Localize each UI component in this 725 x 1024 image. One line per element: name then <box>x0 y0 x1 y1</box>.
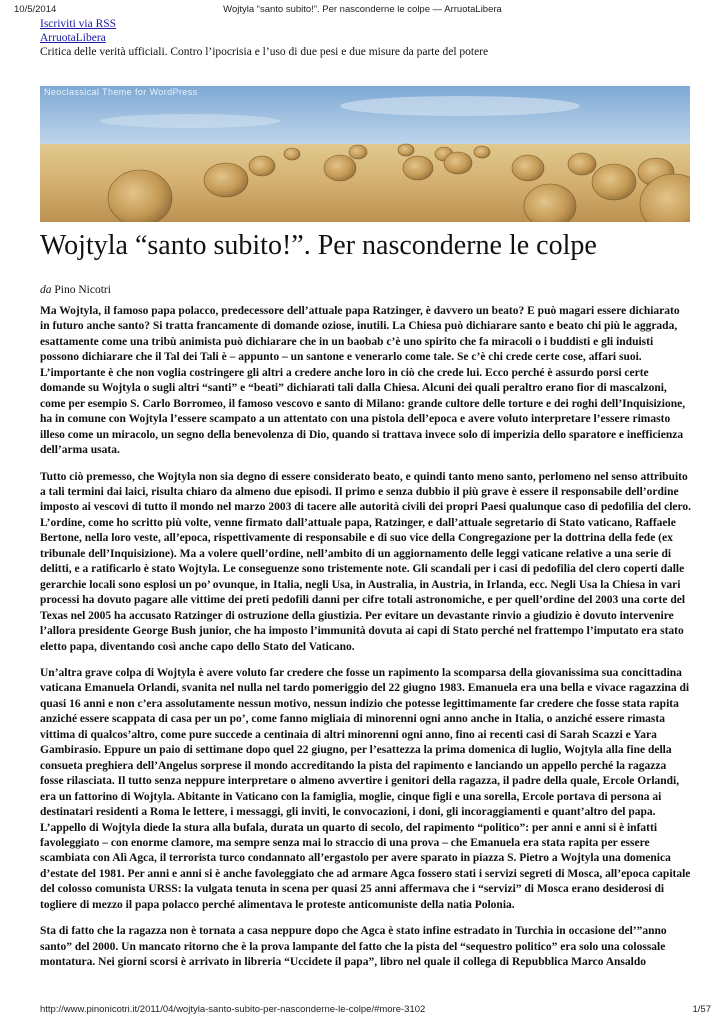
article-paragraph: Ma Wojtyla, il famoso papa polacco, predecessore dell’attuale papa Ratzinger, è davvero un beato? E può magari essere dichiarato in futuro anche santo? Si tratta francamente di domande oziose, inutili. La Chiesa può dichiarare santo e beato chi più le aggrada, esattamente come una tribù animista può dichiarare che in un baobab c’è uno spirito che fa miracoli o i buddisti e gli induisti possono dichiarare che il Tal dei Tali è – appunto – un santone e venerarlo come tale. Se c’è chi crede certe cose, affari suoi. L’importante è che non voglia costringere gli altri a credere anche loro in ciò che crede lui. Ecco perché è assurdo porsi certe domande su Wojtyla o sugli altri “santi” e “beati” dichiarati tali dalla Chiesa. Alcuni dei quali peraltro erano fior di mascalzoni, come per esempio S. Carlo Borromeo, il famoso vescovo e santo di Milano: grande cultore delle torture e dei roghi dell’Inquisizione, ha in comune con Wojtyla l’essere scampato a un attentato con una pistola dell’epoca e avere voluto interpretare l’essere rimasto illeso come un miracolo, un segno della benevolenza di Dio, quando si trattava invece solo di imperizia dello sparatore e inefficienza dell’arma usata. <box>40 305 686 457</box>
print-page-title: Wojtyla “santo subito!”. Per nasconderne le colpe — ArruotaLibera <box>223 4 502 15</box>
site-tagline: Critica delle verità ufficiali. Contro l’ipocrisia e l’uso di due pesi e due misure da parte del potere <box>40 46 489 58</box>
print-footer <box>40 1004 711 1016</box>
hay-bales-illustration <box>40 86 690 222</box>
print-page-number: 1/57 <box>692 1004 711 1015</box>
site-name-link[interactable]: ArruotaLibera <box>40 32 106 44</box>
byline-author: Pino Nicotri <box>54 284 111 296</box>
article-body <box>40 304 692 982</box>
article-byline <box>40 284 111 296</box>
rss-subscribe-link[interactable]: Iscriviti via RSS <box>40 18 117 30</box>
print-header <box>14 4 711 18</box>
print-url: http://www.pinonicotri.it/2011/04/wojtyla-santo-subito-per-nasconderne-le-colpe/#more-3102 <box>40 1004 426 1015</box>
print-date: 10/5/2014 <box>14 4 57 15</box>
article-paragraph: Tutto ciò premesso, che Wojtyla non sia degno di essere considerato beato, e quindi tanto meno santo, perlomeno nel senso attribuito a tali termini dai laici, risulta chiaro da almeno due episodi. Il primo e senza dubbio il più grave è essere il responsabile dell’ordine imposto ai vescovi di tutto il mondo nel marzo 2003 di tacere alle autorità civili dei propri Paesi qualunque caso di pedofilia del clero. L’ordine, come ho scritto più volte, venne firmato dall’attuale papa, Ratzinger, e dall’attuale segretario di Stato vaticano, Raffaele Bertone, nella loro veste, all’epoca, rispettivamente di responsabile e di suo vice della Congregazione per la dottrina della fede (ex tribunale dell’Inquisizione). Ma a volere quell’ordine, nell’ambito di un aggiornamento delle leggi vaticane relative a una serie di delitti, e a ratificarlo è stato Wojtyla. Le conseguenze sono tristemente note. Gli scandali per i casi di pedofilia del clero coperti dalle gerarchie locali sono esplosi un po’ ovunque, in Italia, negli Usa, in Australia, in Austria, in Irlanda, ecc. Negli Usa la Chiesa in vari processi ha dovuto pagare alle vittime dei preti pedofili danni per cifre totali astronomiche, e per quell’ordine del 2003 una corte del Texas nel 2005 ha accusato Ratzinger di ostruzione della giustizia. Per evitare un devastante rinvio a giudizio è dovuto intervenire l’allora presidente George Bush junior, che ha imposto l’immunità dovuta ai capi di Stato perché nel frattempo l’imputato era stato eletto papa, diventando così anche capo dello Stato del Vaticano. <box>40 470 692 653</box>
article-title: Wojtyla “santo subito!”. Per nasconderne le colpe <box>40 230 597 261</box>
header-banner-image <box>40 86 690 222</box>
byline-prefix: da <box>40 284 52 296</box>
site-header <box>40 17 690 59</box>
article-paragraph: Sta di fatto che la ragazza non è tornata a casa neppure dopo che Agca è stato infine estradato in Turchia in occasione del’”anno santo” del 2000. Un mancato ritorno che è la prova lampante del fatto che la pista del “sequestro politico” era solo una colossale montatura. Nei giorni scorsi è arrivato in libreria “Uccidete il papa”, libro nel quale il collega di Repubblica Marco Ansaldo <box>40 925 667 969</box>
article-paragraph: Un’altra grave colpa di Wojtyla è avere voluto far credere che fosse un rapimento la scomparsa della giovanissima sua concittadina vaticana Emanuela Orlandi, svanita nel nulla nel tardo pomeriggio del 22 giugno 1983. Emanuela era una bella e vivace ragazzina di quasi 16 anni e non c’era assolutamente nessun motivo, nessun indizio che potesse legittimamente far credere che fosse stata rapita anziché essere scappata di casa per un po’, come fanno migliaia di minorenni ogni anno anche in Italia, o anziché essere rimasta vittima di qualcos’altro, come pure succede a centinaia di altri minorenni ogni anno, fino ai recenti casi di Sarah Scazzi e Yara Gambirasio. Eppure un paio di settimane dopo quel 22 giugno, per l’esattezza la prima domenica di luglio, Wojtyla alla fine della consueta preghiera dell’Angelus sorprese il mondo accreditando la pista del rapimento e lanciando un appello perché la ragazza fosse rilasciata. Il tutto senza neppure interpretare o almeno avvertire i genitori della ragazza, il padre della quale, Ercole Orlandi, era un fattorino di Wojtyla. Abitante in Vaticano con la famiglia, moglie, cinque figli e una sorella, Ercole portava di persona ai destinatari residenti a Roma le lettere, i messaggi, gli inviti, le convocazioni, i doni, gli incoraggiamenti e quant’altro del papa. L’appello di Wojtyla diede la stura alla bufala, durata un quarto di secolo, del rapimento “politico”: per anni e anni si è infatti favoleggiato – con enorme clamore, ma sempre senza mai lo straccio di una prova – che Emanuela era stata rapita per essere scambiata con Alì Agca, il terrorista turco condannato all’ergastolo per avere sparato in piazza S. Pietro a Wojtyla una domenica d’estate del 1981. Per anni e anni si è anche favoleggiato che ad armare Agca fossero stati i servizi segreti di Mosca, all’epoca capitale del colosso comunista URSS: la vulgata tenuta in scena per quasi 25 anni affermava che i “servizi” di Mosca erano desiderosi di togliere di mezzo il papa polacco perché alimentava le proteste anticomuniste della natia Polonia. <box>40 666 691 911</box>
banner-theme-text: Neoclassical Theme for WordPress <box>44 87 198 97</box>
